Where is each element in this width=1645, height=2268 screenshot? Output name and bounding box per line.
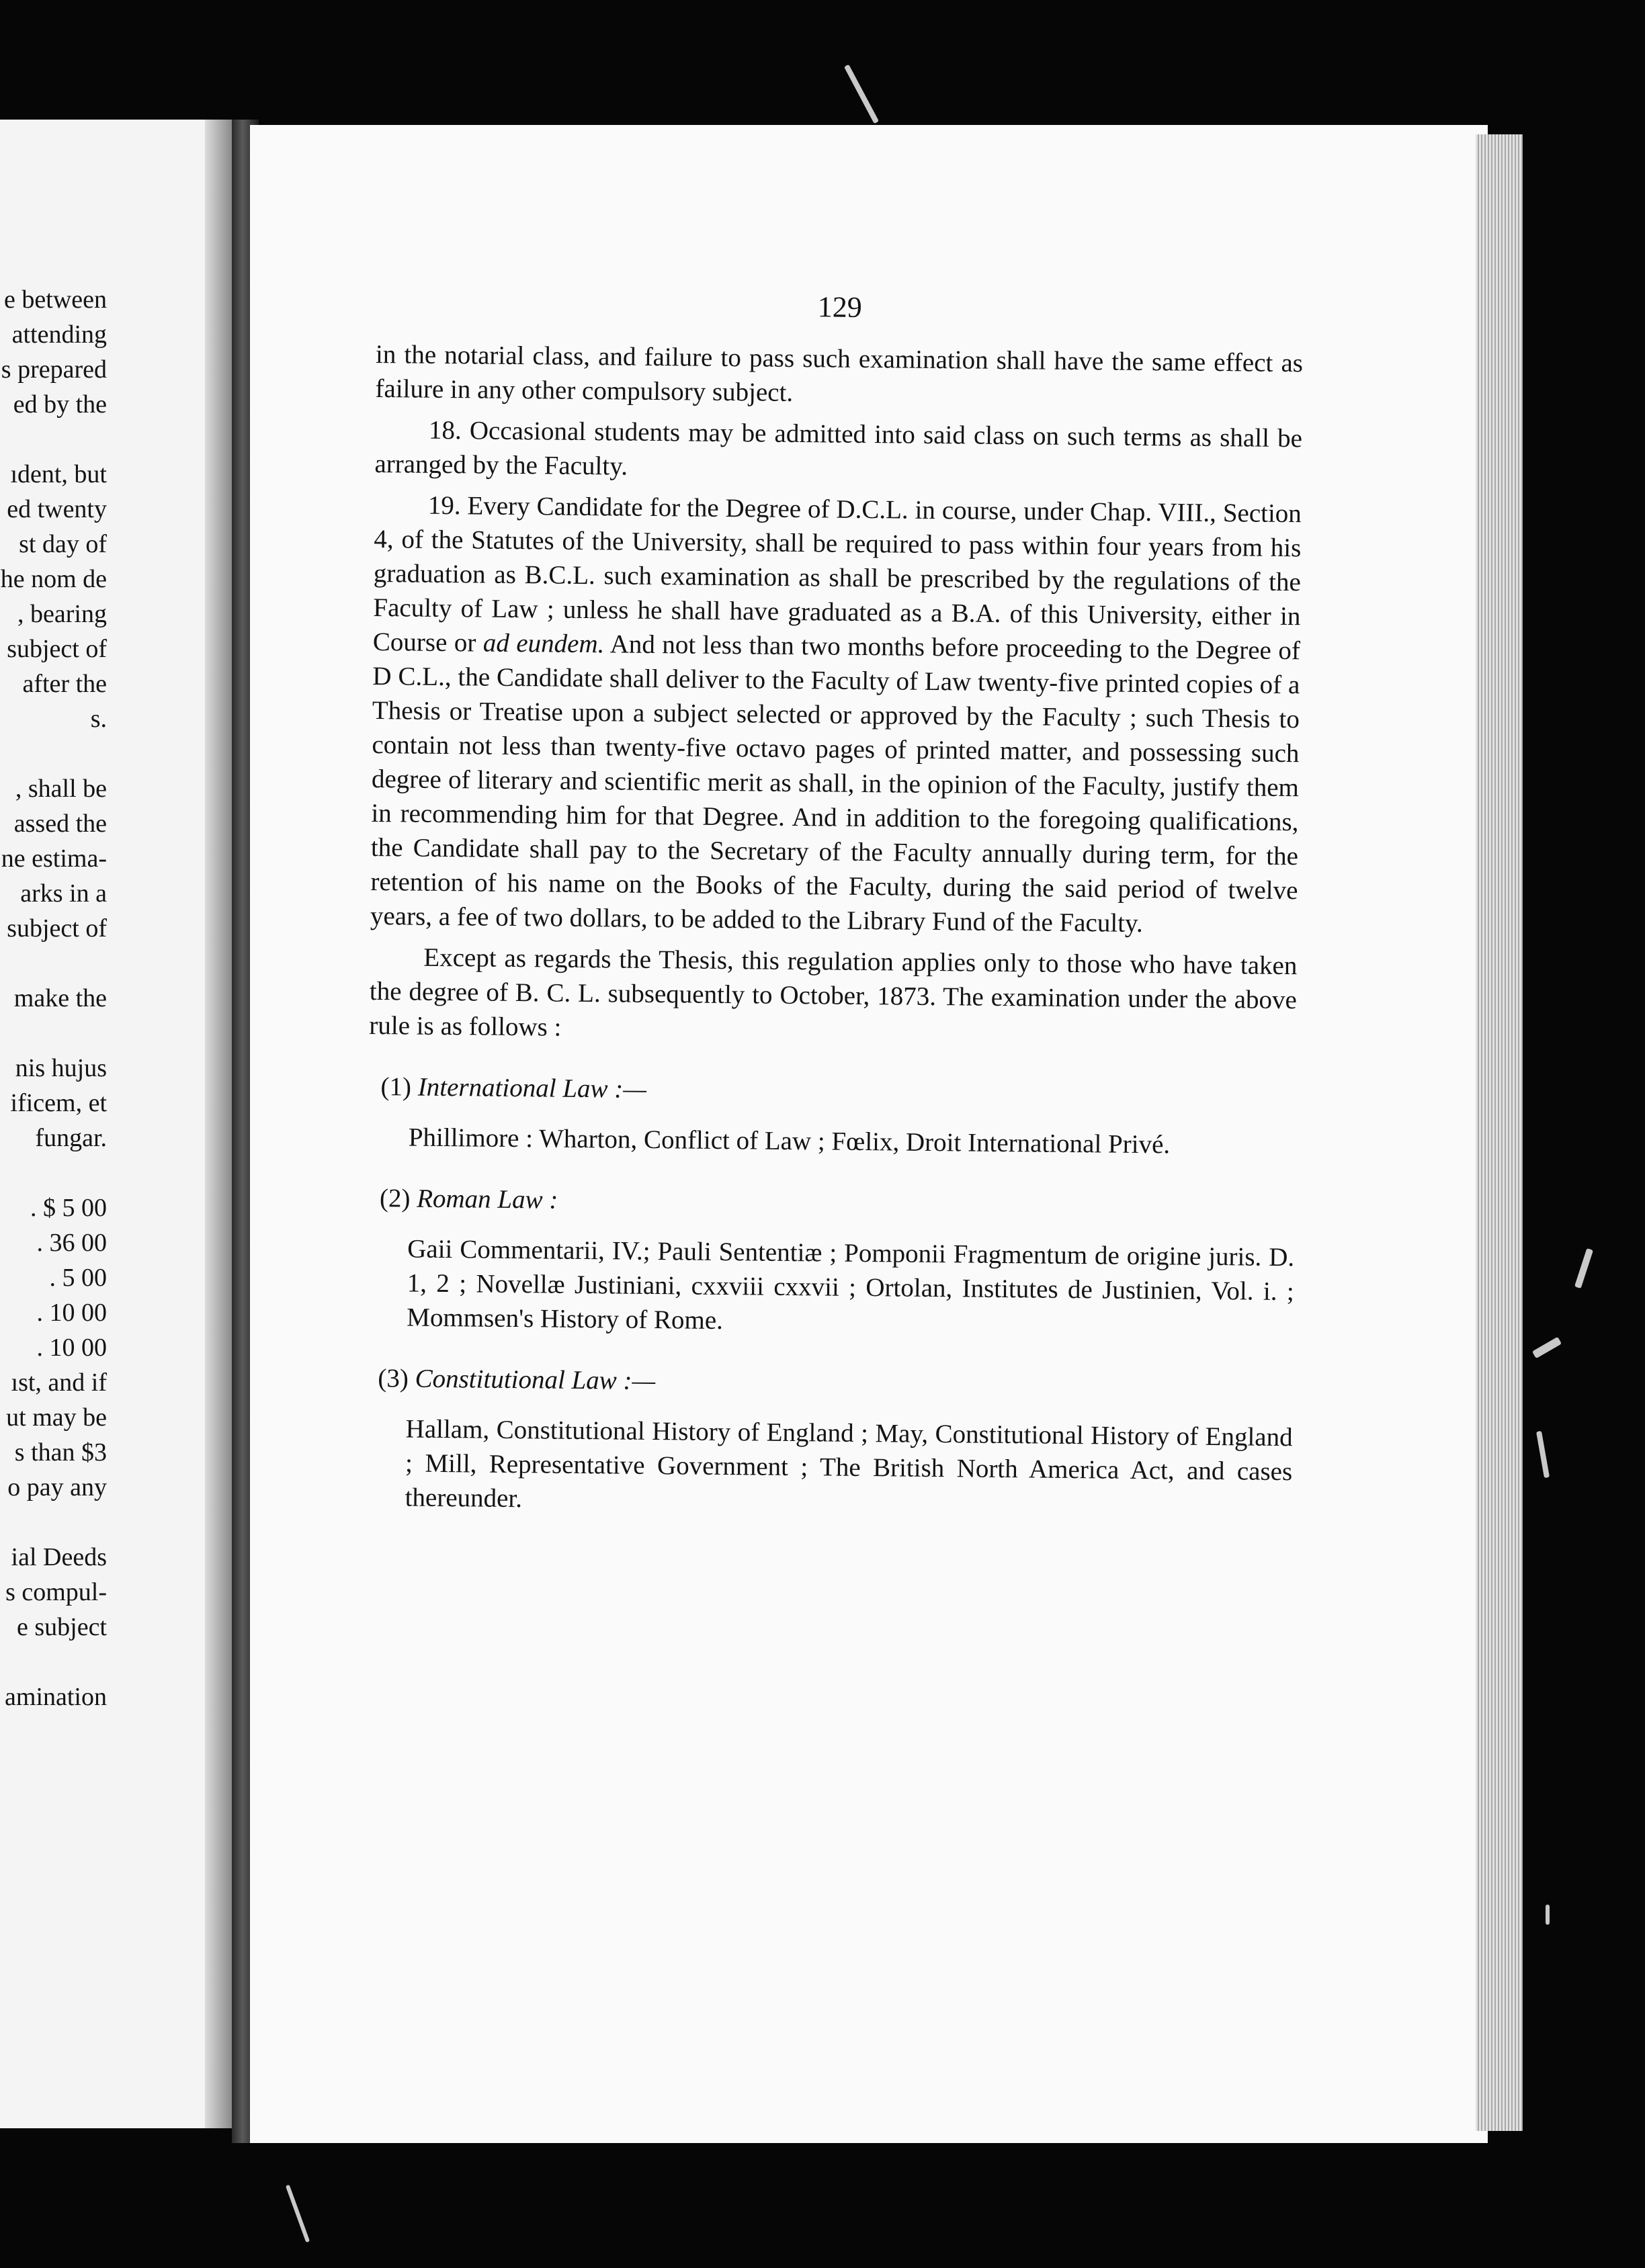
- left-facing-page: [0, 120, 232, 2128]
- left-page-line: ed by the: [13, 390, 107, 419]
- left-page-line: . 5 00: [49, 1264, 107, 1292]
- paragraph-except: Except as regards the Thesis, this regulation applies only to those who have taken the degree of B. C. L. subsequently to October, 1873. The examination under the above rule is as follows :: [369, 943, 1298, 1042]
- paragraph-italic: ad eundem.: [482, 628, 605, 659]
- left-page-line: ed twenty: [7, 495, 107, 523]
- left-page-line: arks in a: [20, 879, 107, 908]
- section-title: Roman Law :: [416, 1184, 558, 1215]
- left-page-line: ificem, et: [10, 1089, 107, 1117]
- left-page-line: make the: [13, 984, 107, 1012]
- left-page-line: after the: [22, 670, 107, 698]
- left-page-line: o pay any: [7, 1473, 107, 1501]
- section-body: Gaii Commentarii, IV.; Pauli Sententiæ ; Pomponii Fragmentum de origine juris. D. 1, 2 ; Novellæ Justiniani, cxxviii cxxvii ; Ortolan, Institutes de Justinien, Vol. i. ; Mommsen's History of Rome.: [407, 1234, 1295, 1336]
- section-number: (1): [380, 1072, 412, 1102]
- left-page-line: s.: [90, 705, 107, 733]
- section-heading: [380, 1070, 1296, 1113]
- section-title: International Law :—: [417, 1072, 647, 1104]
- paragraph-number: 18.: [428, 415, 462, 445]
- left-page-line: ut may be: [6, 1403, 107, 1432]
- paragraph-18: [374, 412, 1302, 490]
- left-page-line: assed the: [13, 810, 107, 838]
- left-page-line: fungar.: [35, 1124, 107, 1152]
- left-page-line: . 36 00: [36, 1229, 107, 1257]
- left-page-line: e subject: [16, 1613, 107, 1641]
- section-body: Phillimore : Wharton, Conflict of Law ; Fœlix, Droit International Privé.: [408, 1123, 1171, 1160]
- left-page-line: , bearing: [17, 600, 107, 628]
- paragraph-text: And not less than two months before proceeding to the Degree of D C.L., the Candidate shall deliver to the Faculty of Law twenty-five printed copies of a Thesis or Treatise upon a subject selected or approved by the Faculty ; such Thesis to contain not less than twenty-five octavo pages of printed matter, and possessing such degree of literary and scientific merit as shall, in the opinion of the Faculty, justify them in recommending him for that Degree. And in addition to the foregoing qualifications, the Candidate shall pay to the Secretary of the Faculty annually during term, for the retention of his name on the Books of the Faculty, during the said period of twelve years, a fee of two dollars, to be added to the Library Fund of the Faculty.: [370, 629, 1301, 938]
- section-number: (2): [379, 1184, 411, 1213]
- section-roman-law: [366, 1181, 1295, 1343]
- section-body: Hallam, Constitutional History of England ; May, Constitutional History of England ; Mill, Representative Government ; The British North America Act, and cases thereunder.: [405, 1414, 1293, 1514]
- page-shadow: [205, 120, 232, 2128]
- left-page-line: he nom de: [0, 565, 107, 593]
- paragraph-19: [370, 488, 1302, 942]
- left-page-line: ıst, and if: [11, 1368, 107, 1397]
- page-edges: [1476, 134, 1523, 2131]
- left-page-line: amination: [5, 1683, 107, 1711]
- paragraph-continuation: in the notarial class, and failure to pass such examination shall have the same effect as failure in any other compulsory subject.: [375, 339, 1304, 407]
- left-page-line: . 10 00: [36, 1334, 107, 1362]
- scan-artifact: [1574, 1248, 1593, 1289]
- scan-artifact: [844, 64, 879, 124]
- left-page-line: s compul-: [5, 1578, 107, 1606]
- section-international-law: [368, 1070, 1296, 1163]
- scan-artifact: [1536, 1431, 1550, 1478]
- section-number: (3): [378, 1364, 409, 1393]
- section-title: Constitutional Law :—: [415, 1364, 656, 1396]
- section-constitutional-law: [364, 1361, 1293, 1523]
- left-page-line: subject of: [7, 635, 107, 663]
- left-page-line: subject of: [7, 914, 107, 943]
- left-page-line: ial Deeds: [11, 1543, 107, 1571]
- left-page-line: attending: [11, 320, 107, 349]
- left-page-line: ıdent, but: [10, 460, 107, 488]
- paragraph-number: 19.: [427, 490, 461, 521]
- left-page-line: , shall be: [15, 775, 107, 803]
- scan-artifact: [1532, 1337, 1562, 1358]
- left-page-line: ne estima-: [1, 844, 107, 873]
- section-heading: [380, 1181, 1295, 1224]
- left-page-line: s prepared: [1, 355, 107, 384]
- paragraph-text: Occasional students may be admitted into said class on such terms as shall be arranged by the Faculty.: [374, 416, 1303, 481]
- left-page-line: s than $3: [14, 1438, 107, 1467]
- left-page-line: nis hujus: [15, 1054, 107, 1082]
- page-content: [364, 286, 1304, 1532]
- left-page-line: . 10 00: [36, 1299, 107, 1327]
- paragraph-text: Every Candidate for the Degree of D.C.L. in course, under Chap. VIII., Section 4, of the Statutes of the University, shall be required to pass within four years from his graduation as B.C.L. such examination as shall be prescribed by the regulations of the Faculty of Law ; unless he shall have graduated as a B.A. of this University, either in Course or: [372, 491, 1302, 658]
- section-heading: [378, 1361, 1293, 1404]
- scan-artifact: [286, 2185, 310, 2243]
- left-page-line: e between: [4, 286, 107, 314]
- scan-artifact: [1546, 1905, 1550, 1925]
- page-number: 129: [817, 290, 862, 324]
- left-page-line: . $ 5 00: [30, 1194, 107, 1222]
- left-page-line: st day of: [19, 530, 107, 558]
